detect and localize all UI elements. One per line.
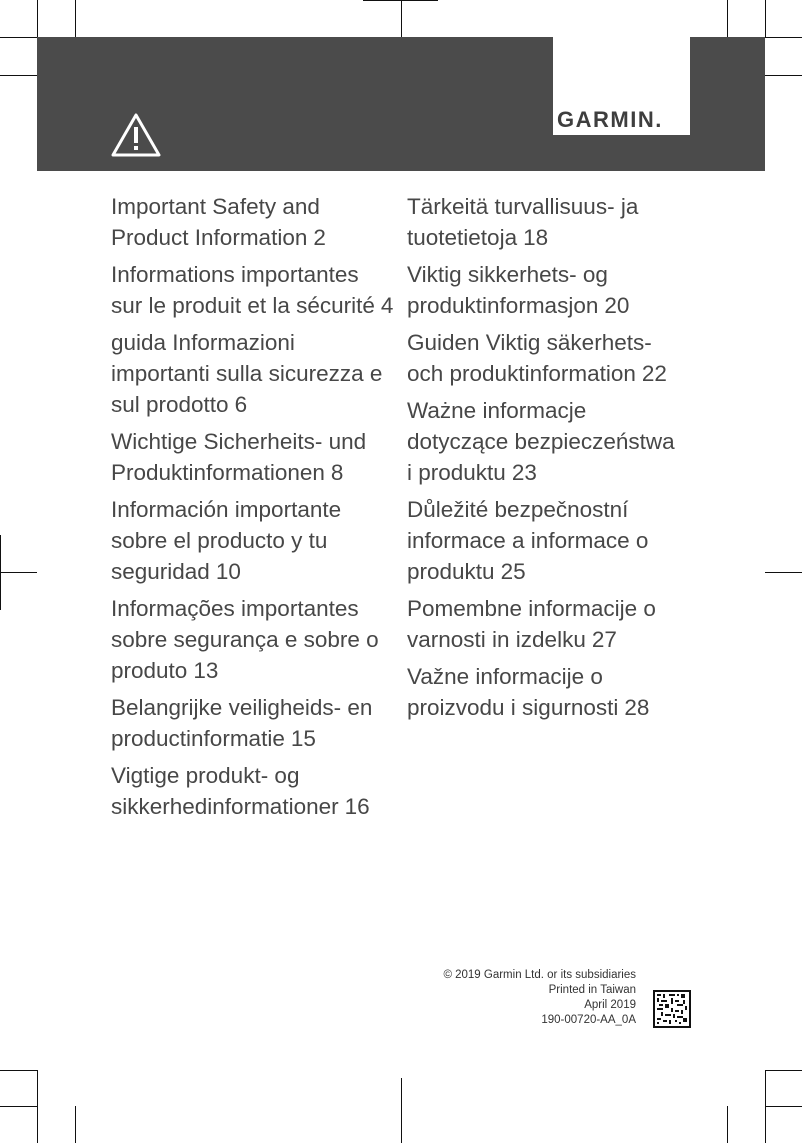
date-text: April 2019 bbox=[584, 999, 636, 1011]
toc-entry[interactable]: Viktig sikkerhets- og produktinformasjon 20 bbox=[407, 262, 630, 318]
crop-mark bbox=[727, 0, 728, 37]
toc-entry[interactable]: Wichtige Sicherheits- und Produktinformationen 8 bbox=[111, 429, 367, 485]
crop-mark bbox=[0, 37, 37, 38]
crop-mark bbox=[75, 0, 76, 37]
crop-mark bbox=[765, 37, 802, 38]
crop-mark bbox=[765, 0, 766, 37]
crop-mark bbox=[0, 1106, 37, 1107]
toc-entry[interactable]: Informations importantes sur le produit et la sécurité 4 bbox=[111, 262, 394, 318]
copyright-text: © 2019 Garmin Ltd. or its subsidiaries bbox=[443, 969, 636, 981]
crop-mark bbox=[765, 1070, 802, 1071]
part-number: 190-00720-AA_0A bbox=[541, 1014, 636, 1026]
crop-mark bbox=[0, 1070, 37, 1071]
crop-mark bbox=[765, 572, 802, 573]
toc-entry[interactable]: Důležité bezpečnostní informace a informace o produktu 25 bbox=[407, 497, 649, 584]
toc-left-column bbox=[111, 191, 396, 828]
garmin-logo: GARMIN. bbox=[557, 107, 663, 132]
warning-triangle-icon bbox=[110, 112, 162, 158]
toc-entry[interactable]: Važne informacije o proizvodu i sigurnosti 28 bbox=[407, 664, 650, 720]
toc-entry[interactable]: Guiden Viktig säkerhets- och produktinformation 22 bbox=[407, 330, 667, 386]
crop-mark bbox=[37, 1070, 38, 1143]
crop-mark bbox=[0, 75, 37, 76]
crop-mark bbox=[765, 1106, 802, 1107]
crop-mark bbox=[727, 1106, 728, 1143]
crop-mark bbox=[401, 1078, 402, 1143]
toc-entry[interactable]: Important Safety and Product Information 2 bbox=[111, 194, 326, 250]
crop-mark bbox=[75, 1106, 76, 1143]
crop-mark bbox=[401, 0, 402, 37]
crop-mark bbox=[0, 535, 1, 610]
toc-entry[interactable]: Información importante sobre el producto y tu seguridad 10 bbox=[111, 497, 342, 584]
toc-entry[interactable]: Ważne informacje dotyczące bezpieczeństwa i produktu 23 bbox=[407, 398, 675, 485]
toc-right-column bbox=[407, 191, 677, 729]
crop-mark bbox=[0, 572, 37, 573]
crop-mark bbox=[765, 75, 802, 76]
toc-entry[interactable]: Informações importantes sobre segurança e sobre o produto 13 bbox=[111, 596, 379, 683]
crop-mark bbox=[37, 0, 38, 37]
qr-code-icon bbox=[653, 990, 691, 1028]
toc-entry[interactable]: Pomembne informacije o varnosti in izdelku 27 bbox=[407, 596, 656, 652]
toc-entry[interactable]: Vigtige produkt- og sikkerhedinformationer 16 bbox=[111, 763, 370, 819]
printed-text: Printed in Taiwan bbox=[548, 984, 636, 996]
toc-entry[interactable]: Tärkeitä turvallisuus- ja tuotetietoja 18 bbox=[407, 194, 639, 250]
toc-entry[interactable]: guida Informazioni importanti sulla sicurezza e sul prodotto 6 bbox=[111, 330, 383, 417]
imprint bbox=[380, 968, 636, 1028]
toc-entry[interactable]: Belangrijke veiligheids- en productinformatie 15 bbox=[111, 695, 373, 751]
